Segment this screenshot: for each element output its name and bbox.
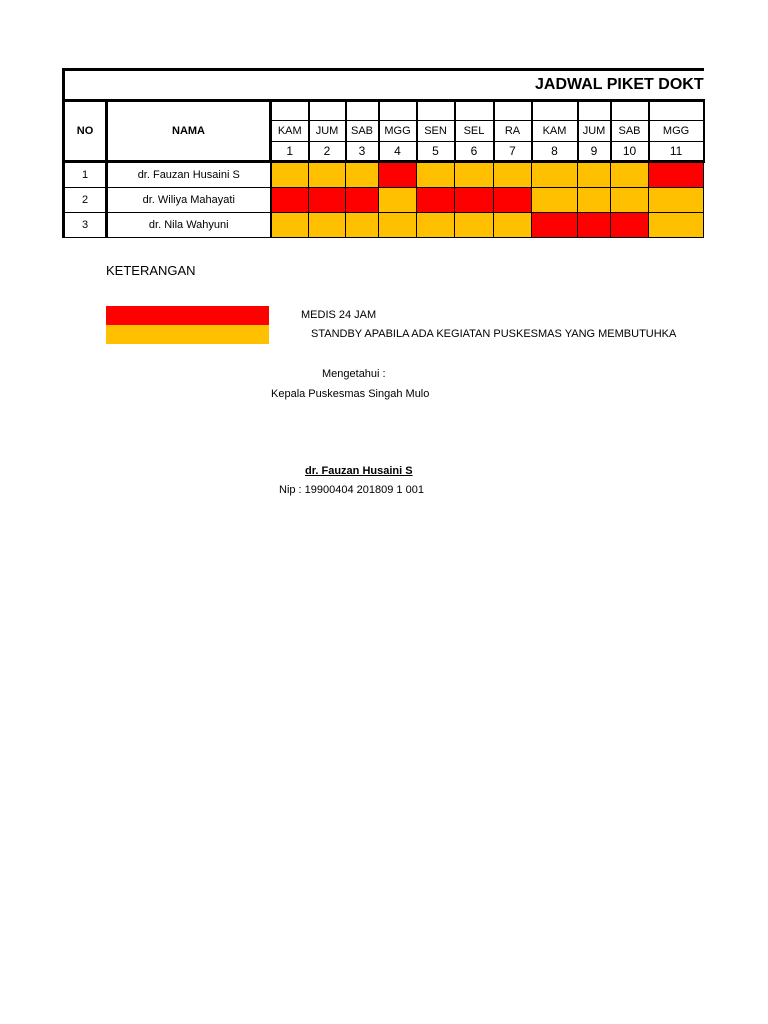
shift-cell-standby — [309, 213, 346, 238]
shift-cell-standby — [578, 162, 611, 188]
day-blank-cell — [379, 101, 417, 121]
doctor-name: dr. Fauzan Husaini S — [107, 162, 271, 188]
shift-cell-standby — [649, 213, 704, 238]
day-blank-cell — [611, 101, 649, 121]
shift-cell-medis-24-jam — [346, 188, 379, 213]
day-number-cell: 10 — [611, 142, 649, 162]
day-name-cell: RA — [494, 121, 532, 142]
day-number-cell: 3 — [346, 142, 379, 162]
shift-cell-medis-24-jam — [532, 213, 578, 238]
shift-cell-medis-24-jam — [309, 188, 346, 213]
day-blank-cell — [309, 101, 346, 121]
shift-cell-standby — [611, 162, 649, 188]
day-name-cell: KAM — [271, 121, 309, 142]
shift-cell-standby — [417, 213, 455, 238]
day-name-cell: JUM — [578, 121, 611, 142]
day-number-cell: 1 — [271, 142, 309, 162]
shift-cell-standby — [494, 162, 532, 188]
schedule-title: JADWAL PIKET DOKT — [534, 76, 704, 93]
day-name-cell: JUM — [309, 121, 346, 142]
day-blank-cell — [494, 101, 532, 121]
legend-swatch-red — [106, 306, 269, 325]
shift-cell-standby — [532, 162, 578, 188]
doctor-number: 3 — [64, 213, 107, 238]
shift-cell-standby — [649, 188, 704, 213]
shift-cell-standby — [346, 162, 379, 188]
doctor-name: dr. Wiliya Mahayati — [107, 188, 271, 213]
schedule-title-cell — [64, 70, 704, 101]
day-blank-cell — [346, 101, 379, 121]
legend-red-label: MEDIS 24 JAM — [301, 309, 377, 321]
day-name-cell: MGG — [379, 121, 417, 142]
shift-cell-standby — [417, 162, 455, 188]
day-number-cell: 4 — [379, 142, 417, 162]
day-name-cell: SEL — [455, 121, 494, 142]
signer-nip: Nip : 19900404 201809 1 001 — [279, 484, 424, 496]
shift-cell-medis-24-jam — [494, 188, 532, 213]
day-number-cell: 5 — [417, 142, 455, 162]
day-blank-cell — [649, 101, 704, 121]
schedule-sheet — [62, 68, 702, 238]
shift-cell-standby — [379, 213, 417, 238]
day-blank-cell — [417, 101, 455, 121]
shift-cell-medis-24-jam — [379, 162, 417, 188]
signer-position: Kepala Puskesmas Singah Mulo — [271, 388, 430, 400]
shift-cell-standby — [494, 213, 532, 238]
signer-name: dr. Fauzan Husaini S — [305, 465, 413, 477]
day-number-cell: 8 — [532, 142, 578, 162]
shift-cell-standby — [379, 188, 417, 213]
shift-cell-standby — [532, 188, 578, 213]
shift-cell-standby — [309, 162, 346, 188]
shift-cell-standby — [611, 188, 649, 213]
shift-cell-medis-24-jam — [271, 188, 309, 213]
nama-header: NAMA — [107, 101, 271, 162]
schedule-table — [62, 68, 705, 238]
day-blank-cell — [578, 101, 611, 121]
day-number-cell: 6 — [455, 142, 494, 162]
day-name-cell: SEN — [417, 121, 455, 142]
day-blank-cell — [455, 101, 494, 121]
shift-cell-standby — [455, 162, 494, 188]
shift-cell-medis-24-jam — [611, 213, 649, 238]
no-header: NO — [64, 101, 107, 162]
day-number-cell: 11 — [649, 142, 704, 162]
doctor-number: 2 — [64, 188, 107, 213]
shift-cell-standby — [271, 162, 309, 188]
doctor-row — [64, 213, 704, 238]
day-number-cell: 2 — [309, 142, 346, 162]
shift-cell-standby — [271, 213, 309, 238]
legend-title: KETERANGAN — [106, 263, 196, 278]
day-name-cell: SAB — [611, 121, 649, 142]
shift-cell-medis-24-jam — [578, 213, 611, 238]
legend-yellow-label: STANDBY APABILA ADA KEGIATAN PUSKESMAS YANG MEMBUTUHKA — [311, 328, 677, 340]
legend-swatch-yellow — [106, 325, 269, 344]
known-by-label: Mengetahui : — [322, 368, 386, 380]
day-blank-cell — [271, 101, 309, 121]
shift-cell-medis-24-jam — [649, 162, 704, 188]
shift-cell-medis-24-jam — [417, 188, 455, 213]
shift-cell-standby — [346, 213, 379, 238]
shift-cell-standby — [578, 188, 611, 213]
day-name-cell: MGG — [649, 121, 704, 142]
doctor-row — [64, 188, 704, 213]
day-name-cell: KAM — [532, 121, 578, 142]
shift-cell-medis-24-jam — [455, 188, 494, 213]
day-name-cell: SAB — [346, 121, 379, 142]
day-blank-cell — [532, 101, 578, 121]
doctor-row — [64, 162, 704, 188]
day-number-cell: 7 — [494, 142, 532, 162]
doctor-name: dr. Nila Wahyuni — [107, 213, 271, 238]
doctor-number: 1 — [64, 162, 107, 188]
day-number-cell: 9 — [578, 142, 611, 162]
shift-cell-standby — [455, 213, 494, 238]
